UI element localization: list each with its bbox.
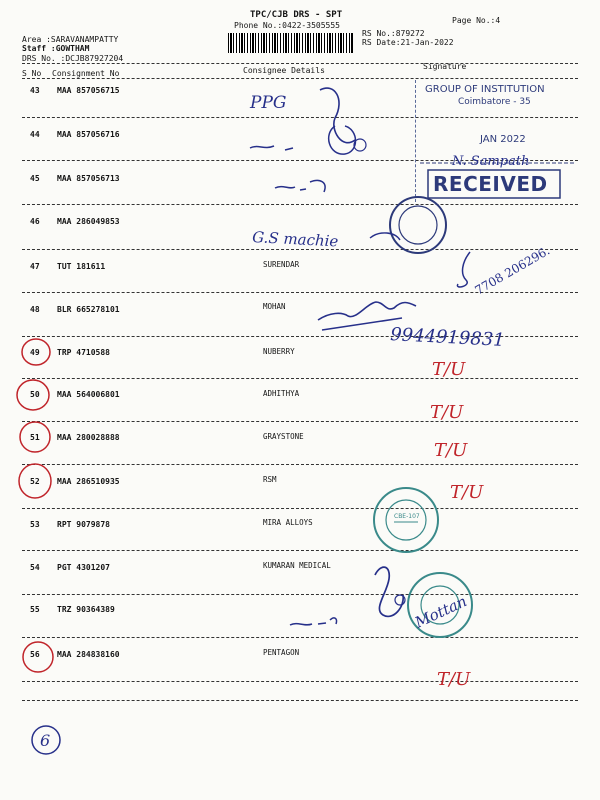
tu-mark-49: T/U (432, 359, 466, 380)
stamp-institution-name: GROUP OF INSTITUTION (425, 84, 545, 95)
area-label: Area :SARAVANAMPATTY (22, 35, 119, 44)
received-stamp: RECEIVED (433, 172, 548, 196)
signature-row45 (275, 180, 325, 192)
handwritten-ppg: PPG (250, 93, 287, 113)
seal-cbe-text: CBE-107 (394, 513, 420, 520)
row-consignee: MIRA ALLOYS (263, 518, 313, 527)
row-consignment: BLR 665278101 (57, 305, 120, 314)
handwritten-sampath: N. Sampath (452, 154, 530, 169)
column-header-consignee: Consignee Details (243, 66, 325, 75)
row-number: 48 (30, 305, 40, 314)
signature-row55 (290, 618, 337, 625)
handwritten-phone-2: 9944919831 (389, 324, 506, 351)
row-number: 51 (30, 433, 40, 442)
signature-row54 (375, 567, 403, 616)
signature-row44 (250, 126, 356, 154)
row-number: 45 (30, 174, 40, 183)
phone-number: Phone No.:0422-3505555 (234, 21, 340, 30)
company-seal-1 (390, 197, 446, 253)
row-consignment: MAA 286510935 (57, 477, 120, 486)
column-header-sno: S No (22, 69, 42, 78)
handwritten-gs-machine: G.S machie (251, 228, 339, 251)
row-number: 55 (30, 605, 40, 614)
row-consignee: NUBERRY (263, 347, 295, 356)
tu-mark-52: T/U (450, 482, 484, 503)
row-consignee: MOHAN (263, 302, 286, 311)
stamp-date: JAN 2022 (480, 134, 526, 145)
row-number: 56 (30, 650, 40, 659)
row-consignee: RSM (263, 475, 277, 484)
row-consignee: GRAYSTONE (263, 432, 304, 441)
row-consignee: SURENDAR (263, 260, 300, 269)
handwritten-circle-mark (354, 139, 366, 151)
tu-mark-50: T/U (430, 402, 464, 423)
row-consignee: KUMARAN MEDICAL (263, 561, 331, 570)
row-number: 47 (30, 262, 40, 271)
row-number: 53 (30, 520, 40, 529)
staff-label: Staff :GOWTHAM (22, 44, 90, 53)
row-consignment: TUT 181611 (57, 262, 106, 271)
column-header-signature: Signature (423, 62, 467, 71)
column-header-consignment: Consignment No (52, 69, 120, 78)
row-number: 44 (30, 130, 40, 139)
row-consignee: PENTAGON (263, 648, 300, 657)
row-consignment: MAA 286049853 (57, 217, 120, 226)
page-number: Page No.:4 (452, 16, 501, 25)
row-consignment: MAA 857056716 (57, 130, 120, 139)
row-consignment: TRP 4710588 (57, 348, 110, 357)
row-consignment: MAA 284838160 (57, 650, 120, 659)
signature-row47 (457, 252, 470, 287)
row-consignment: RPT 9079878 (57, 520, 110, 529)
document-title: TPC/CJB DRS - SPT (250, 10, 343, 20)
row-consignment: MAA 857056713 (57, 174, 120, 183)
row-consignment: MAA 280028888 (57, 433, 120, 442)
row-number: 50 (30, 390, 40, 399)
row-number: 52 (30, 477, 40, 486)
row-consignment: TRZ 90364389 (57, 605, 115, 614)
red-circle-marks (17, 339, 53, 672)
row-consignment: PGT 4301207 (57, 563, 110, 572)
drs-number: DRS No. :DCJB87927204 (22, 54, 124, 63)
signature-row46 (370, 233, 400, 240)
tu-mark-51: T/U (434, 440, 468, 461)
rs-date: RS Date:21-Jan-2022 (362, 38, 454, 47)
stamp-institution-city: Coimbatore - 35 (458, 97, 531, 107)
row-consignee: ADHITHYA (263, 389, 300, 398)
footer-mark: 6 (40, 731, 51, 750)
row-number: 43 (30, 86, 40, 95)
row-number: 54 (30, 563, 40, 572)
row-consignment: MAA 564006801 (57, 390, 120, 399)
handwritten-phone-1: 7708 206296. (472, 243, 553, 298)
rs-number: RS No.:879272 (362, 29, 425, 38)
row-number: 46 (30, 217, 40, 226)
row-number: 49 (30, 348, 40, 357)
tu-mark-56: T/U (437, 669, 471, 690)
signature-row43 (320, 88, 355, 143)
company-seal-2 (374, 488, 438, 552)
row-consignment: MAA 857056715 (57, 86, 120, 95)
handwritten-mottam: Mottan (412, 592, 470, 632)
